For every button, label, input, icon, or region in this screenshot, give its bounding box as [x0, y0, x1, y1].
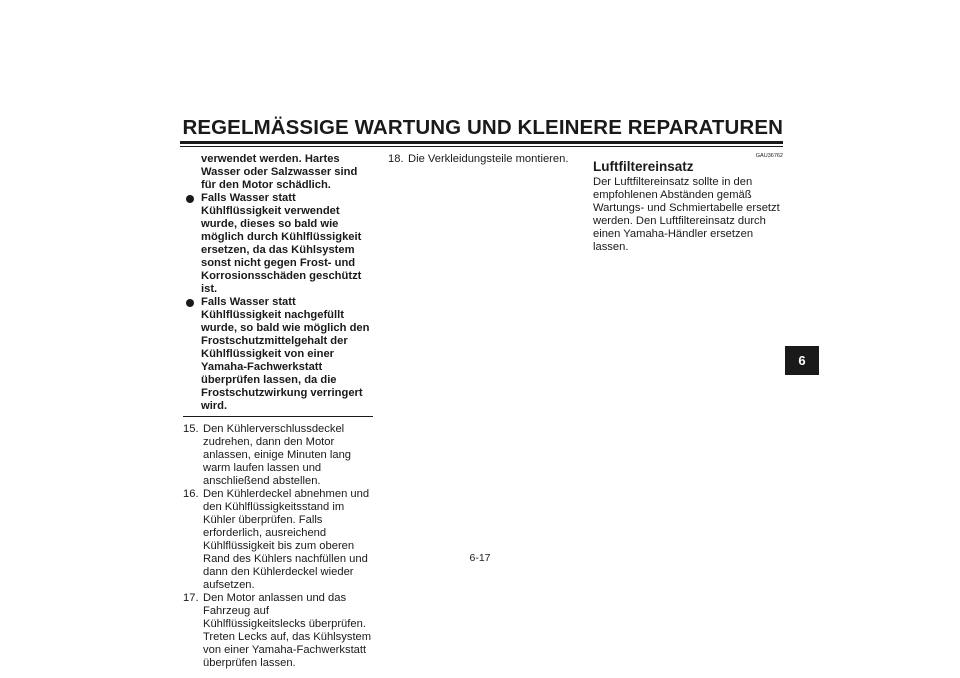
step-number: 18.	[388, 153, 404, 165]
bullet-dot-icon	[186, 299, 194, 307]
page-number: 6-17	[469, 552, 491, 564]
section-body: Der Luftfiltereinsatz sollte in den empfohlenen Abständen gemäß Wartungs- und Schmiertabelle ersetzt werden. Den Luftfiltereinsatz durch einen Yamaha-Händler ersetzen lassen.	[593, 176, 780, 253]
page-header-title: REGELMÄSSIGE WARTUNG UND KLEINERE REPARATUREN	[182, 116, 783, 139]
step-item	[183, 488, 373, 592]
warning-bullet-text: Falls Wasser statt Kühlflüssigkeit nachgefüllt wurde, so bald wie möglich den Frostschutzmittelgehalt der Kühlflüssigkeit von einer Yamaha-Fachwerkstatt überprüfen lassen, da die Frostschutzwirkung verringert wird.	[201, 296, 370, 412]
warning-bullet	[183, 192, 373, 296]
right-column	[593, 153, 783, 254]
section-code: GAU36762	[755, 153, 783, 159]
left-column	[183, 153, 373, 670]
warning-bullet-text: Falls Wasser statt Kühlflüssigkeit verwendet wurde, dieses so bald wie möglich durch Kühlflüssigkeit ersetzen, da das Kühlsystem sonst nicht gegen Frost- und Korrosionsschäden geschützt ist.	[201, 192, 362, 295]
step-number: 17.	[183, 592, 199, 604]
step-text: Den Kühlerdeckel abnehmen und den Kühlflüssigkeitsstand im Kühler überprüfen. Falls erforderlich, ausreichend Kühlflüssigkeit bis zum oberen Rand des Kühlers nachfüllen und dann den Kühlerdeckel wieder aufsetzen.	[203, 488, 370, 591]
step-item	[183, 423, 373, 488]
header-rule	[180, 141, 783, 144]
warning-end-rule	[183, 416, 373, 417]
warning-continued-text: verwendet werden. Hartes Wasser oder Salzwasser sind für den Motor schädlich.	[201, 153, 358, 191]
section-title: Luftfiltereinsatz	[593, 159, 694, 174]
step-item	[388, 153, 578, 166]
header-rule-thin	[180, 146, 783, 147]
chapter-tab: 6	[785, 346, 819, 375]
step-text: Die Verkleidungsteile montieren.	[408, 153, 569, 165]
step-text: Den Motor anlassen und das Fahrzeug auf Kühlflüssigkeitslecks überprüfen. Treten Lecks auf, das Kühlsystem von einer Yamaha-Fachwerkstatt überprüfen lassen.	[203, 592, 372, 669]
step-number: 16.	[183, 488, 199, 500]
middle-column	[388, 153, 578, 166]
step-text: Den Kühlerverschlussdeckel zudrehen, dann den Motor anlassen, einige Minuten lang warm laufen lassen und anschließend abstellen.	[203, 423, 352, 487]
step-item	[183, 592, 373, 670]
step-number: 15.	[183, 423, 199, 435]
warning-bullet	[183, 296, 373, 413]
bullet-dot-icon	[186, 195, 194, 203]
